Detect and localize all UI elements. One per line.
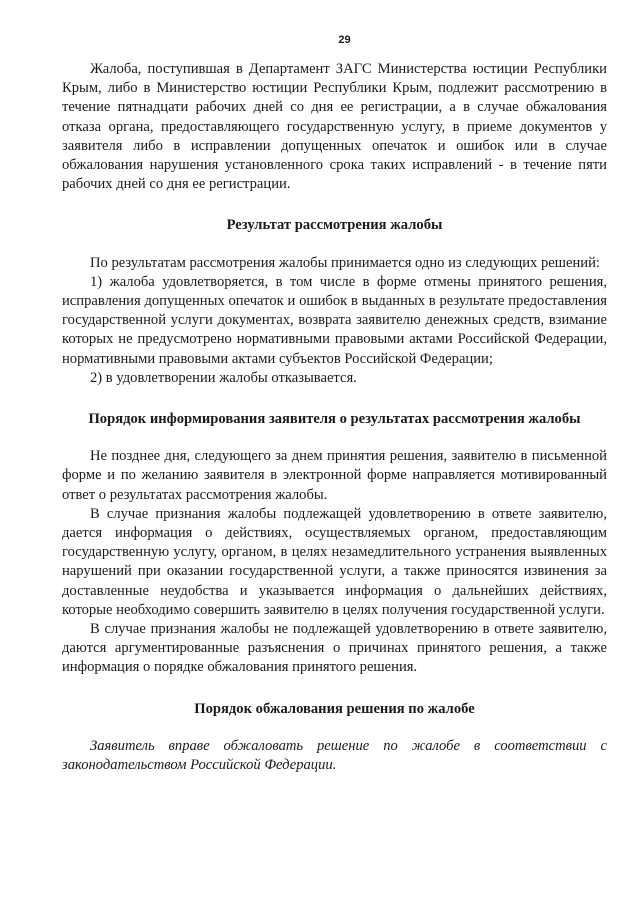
intro-paragraph-1: Жалоба, поступившая в Департамент ЗАГС Министерства юстиции Республики Крым, либо в Министерство юстиции Республики Крым, подлежит рассмотрению в течение пятнадцати рабочих дней со дня ее регистрации, а в случае обжалования отказа органа, предоставляющего государственную услугу, в приеме документов у заявителя либо в исправлении допущенных опечаток и ошибок или в случае обжалования нарушения установленного срока таких исправлений - в течение пяти рабочих дней со дня ее регистрации. [62,61,607,193]
result-paragraph-3: 2) в удовлетворении жалобы отказывается. [90,369,357,386]
inform-paragraph-2: В случае признания жалобы подлежащей удовлетворению в ответе заявителю, дается информация о действиях, осуществляемых органом, предоставляющим государственную услугу, органом, в целях незамедлительного устранения выявленных нарушений при оказании государственной услуги, а также приносятся извинения за доставленные неудобства и указывается информация о дальнейших действиях, которые необходимо совершить заявителю в целях получения государственной услуги. [62,505,607,618]
result-paragraph-1: По результатам рассмотрения жалобы принимается одно из следующих решений: [90,254,600,271]
section-inform [62,410,607,678]
result-paragraph-2: 1) жалоба удовлетворяется, в том числе в форме отмены принятого решения, исправления допущенных опечаток и ошибок в выданных в результате предоставления государственной услуги документах, возврата заявителю денежных средств, взимание которых не предусмотрено нормативными правовыми актами Российской Федерации, нормативными правовыми актами субъектов Российской Федерации; [62,273,607,367]
heading-inform: Порядок информирования заявителя о результатах рассмотрения жалобы [88,411,581,428]
appeal-paragraph-1: Заявитель вправе обжаловать решение по жалобе в соответствии с законодательством Российской Федерации. [62,737,607,774]
heading-result: Результат рассмотрения жалобы [226,217,443,234]
page-number: 29 [338,34,351,46]
heading-appeal: Порядок обжалования решения по жалобе [194,700,475,717]
inform-paragraph-1: Не позднее дня, следующего за днем принятия решения, заявителю в письменной форме и по желанию заявителя в электронной форме направляется мотивированный ответ о результатах рассмотрения жалобы. [62,448,607,503]
section-intro [62,60,607,194]
section-result [62,216,607,388]
inform-paragraph-3: В случае признания жалобы не подлежащей удовлетворению в ответе заявителю, даются аргументированные разъяснения о причинах принятого решения, а также информация о порядке обжалования принятого решения. [62,621,607,676]
section-appeal [62,700,607,776]
